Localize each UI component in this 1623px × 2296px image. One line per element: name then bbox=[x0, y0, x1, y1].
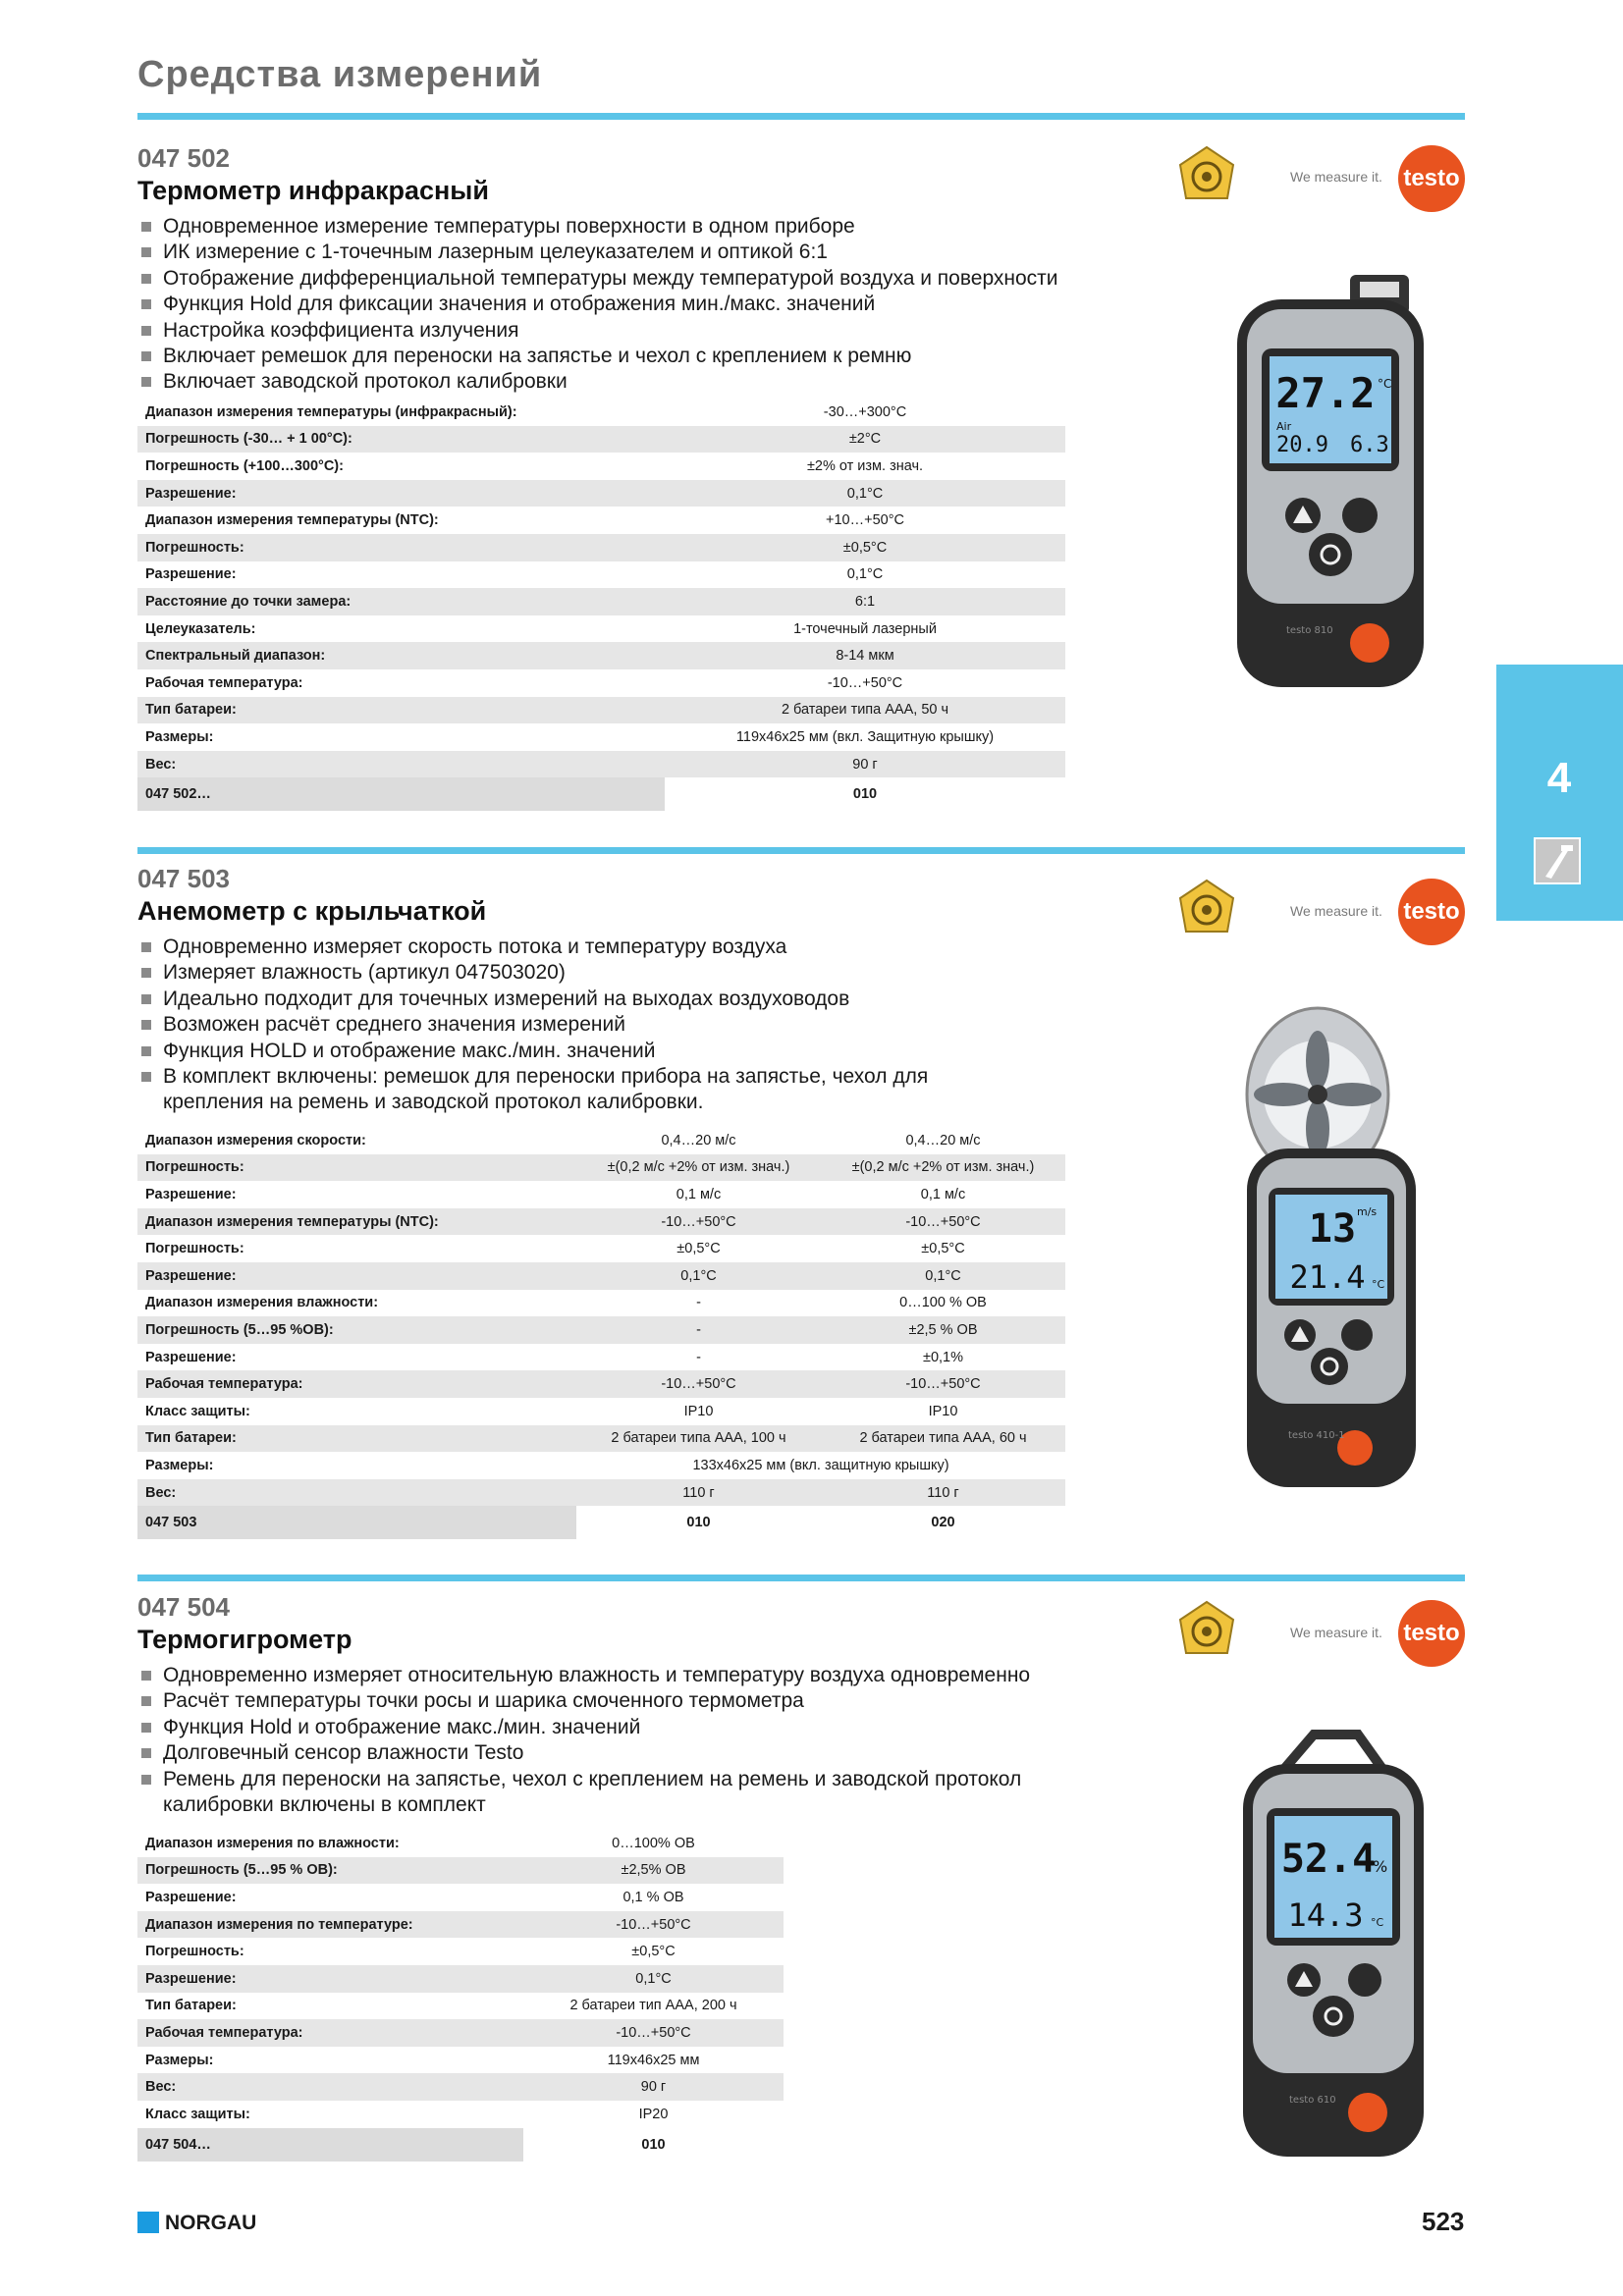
page-title: Средства измерений bbox=[137, 54, 543, 95]
spec-row: Диапазон измерения температуры (NTC): -10…+50°C -10…+50°C bbox=[137, 1208, 1065, 1236]
spec-row: Спектральный диапазон: 8-14 мкм bbox=[137, 642, 1065, 669]
product-title: Анемометр с крыльчаткой bbox=[137, 896, 487, 926]
testo-logo: testo bbox=[1398, 145, 1465, 212]
display-second-unit: °C bbox=[1372, 1278, 1385, 1291]
display-second-unit: °C bbox=[1371, 1916, 1384, 1929]
spec-row: Размеры: 119x46x25 мм (вкл. Защитную крышку) bbox=[145, 728, 995, 745]
anemometer-device-image bbox=[1239, 1001, 1421, 1497]
section-rule bbox=[137, 847, 1465, 854]
order-row: 047 502… 010 bbox=[137, 777, 1065, 811]
display-second: 14.3 bbox=[1287, 1896, 1364, 1934]
display-air-label: Air bbox=[1276, 420, 1292, 433]
feature-item: Функция Hold и отображение макс./мин. значений bbox=[139, 1715, 1053, 1740]
spec-table bbox=[137, 1830, 784, 2162]
product-code: 047 504 bbox=[137, 1592, 230, 1622]
caliper-icon bbox=[1534, 837, 1581, 884]
display-right: 6.3 bbox=[1350, 433, 1389, 457]
device-label: testo 610 bbox=[1289, 2095, 1336, 2106]
certification-seal-icon bbox=[1176, 879, 1237, 944]
thermometer-device-image bbox=[1232, 270, 1429, 697]
feature-item: Одновременно измеряет скорость потока и температуру воздуха bbox=[139, 934, 945, 960]
feature-item: Расчёт температуры точки росы и шарика смоченного термометра bbox=[139, 1688, 1053, 1714]
header-rule bbox=[137, 113, 1465, 120]
spec-row: Диапазон измерения скорости: 0,4…20 м/с 0,4…20 м/с bbox=[145, 1132, 981, 1148]
spec-row: Погрешность: ±0,5°C ±0,5°C bbox=[145, 1241, 965, 1257]
product-title: Термометр инфракрасный bbox=[137, 176, 489, 205]
feature-list bbox=[139, 934, 945, 1116]
spec-row: Разрешение: 0,1°C bbox=[137, 480, 1065, 507]
thermohygrometer-device-image bbox=[1235, 1730, 1432, 2166]
order-row: 047 503 010 020 bbox=[137, 1506, 1065, 1539]
spec-row: Диапазон измерения влажности: - 0…100 % ОВ bbox=[145, 1295, 987, 1311]
spec-row: Погрешность (5…95 %ОВ): - ±2,5 % ОВ bbox=[137, 1316, 1065, 1344]
feature-item: Настройка коэффициента излучения bbox=[139, 318, 1082, 344]
testo-logo: testo bbox=[1398, 879, 1465, 945]
spec-row: Погрешность: ±(0,2 м/с +2% от изм. знач.) ±(0,2 м/с +2% от изм. знач.) bbox=[137, 1154, 1065, 1182]
spec-row: Погрешность: ±0,5°C bbox=[137, 534, 1065, 561]
feature-item: Функция Hold для фиксации значения и отображения мин./макс. значений bbox=[139, 292, 1082, 317]
feature-item: Одновременно измеряет относительную влажность и температуру воздуха одновременно bbox=[139, 1663, 1053, 1688]
spec-row: Тип батареи: 2 батареи типа AAA, 50 ч bbox=[137, 697, 1065, 724]
feature-item: Идеально подходит для точечных измерений на выходах воздуховодов bbox=[139, 987, 945, 1012]
display-unit: m/s bbox=[1357, 1205, 1378, 1218]
display-main: 13 bbox=[1308, 1206, 1357, 1252]
feature-list bbox=[139, 214, 1082, 396]
spec-table bbox=[137, 1127, 1065, 1539]
display-second: 21.4 bbox=[1289, 1258, 1366, 1296]
spec-row: Диапазон измерения температуры (NTC): +10…+50°C bbox=[145, 512, 904, 529]
spec-table bbox=[137, 399, 1065, 811]
brand-slogan: We measure it. bbox=[1290, 1625, 1382, 1640]
spec-row: Разрешение: 0,1 м/с 0,1 м/с bbox=[145, 1186, 966, 1202]
feature-item: Включает заводской протокол калибровки bbox=[139, 369, 1082, 395]
spec-row: Погрешность (+100…300°C): ±2% от изм. знач. bbox=[145, 457, 924, 474]
product-code: 047 503 bbox=[137, 864, 230, 893]
spec-row: Разрешение: 0,1 % ОВ bbox=[145, 1889, 684, 1905]
spec-row: Вес: 110 г 110 г bbox=[137, 1479, 1065, 1507]
feature-item: Включает ремешок для переноски на запястье и чехол с креплением к ремню bbox=[139, 344, 1082, 369]
spec-row: Размеры: 133x46x25 мм (вкл. защитную крышку) bbox=[145, 1457, 949, 1473]
device-label: testo 410-1 bbox=[1288, 1430, 1345, 1441]
product-title: Термогигрометр bbox=[137, 1625, 352, 1654]
spec-row: Погрешность (5…95 % ОВ): ±2,5% ОВ bbox=[137, 1857, 784, 1885]
spec-row: Класс защиты: IP20 bbox=[145, 2106, 669, 2122]
spec-row: Тип батареи: 2 батареи типа AAA, 100 ч 2 батареи типа AAA, 60 ч bbox=[137, 1425, 1065, 1453]
spec-row: Диапазон измерения температуры (инфракрасный): -30…+300°C bbox=[145, 403, 907, 420]
spec-row: Диапазон измерения по влажности: 0…100% ОВ bbox=[145, 1835, 695, 1851]
brand-square-icon bbox=[137, 2212, 159, 2233]
spec-row: Погрешность: ±0,5°C bbox=[145, 1944, 676, 1960]
device-label: testo 810 bbox=[1286, 625, 1333, 636]
feature-item: Долговечный сенсор влажности Testo bbox=[139, 1740, 1053, 1766]
display-main: 27.2 bbox=[1275, 369, 1376, 417]
spec-row: Рабочая температура: -10…+50°C -10…+50°C bbox=[137, 1370, 1065, 1398]
feature-item: Измеряет влажность (артикул 047503020) bbox=[139, 960, 945, 986]
spec-row: Разрешение: 0,1°C bbox=[145, 566, 884, 583]
chapter-number: 4 bbox=[1546, 754, 1572, 802]
spec-row: Класс защиты: IP10 IP10 bbox=[145, 1403, 958, 1419]
order-row: 047 504… 010 bbox=[137, 2128, 784, 2162]
feature-list bbox=[139, 1663, 1053, 1818]
spec-row: Вес: 90 г bbox=[137, 2073, 784, 2101]
spec-row: Погрешность (-30… + 1 00°C): ±2°C bbox=[137, 426, 1065, 454]
section-rule bbox=[137, 1575, 1465, 1581]
spec-row: Размеры: 119x46x25 мм bbox=[145, 2052, 700, 2068]
feature-item: Отображение дифференциальной температуры между температурой воздуха и поверхности bbox=[139, 266, 1082, 292]
certification-seal-icon bbox=[1176, 145, 1237, 211]
testo-logo: testo bbox=[1398, 1600, 1465, 1667]
brand-slogan: We measure it. bbox=[1290, 903, 1382, 919]
feature-item: В комплект включены: ремешок для переноски прибора на запястье, чехол для крепления на ремень и заводской протокол калибровки. bbox=[139, 1064, 945, 1116]
spec-row: Диапазон измерения по температуре: -10…+50°C bbox=[137, 1911, 784, 1939]
product-code: 047 502 bbox=[137, 143, 230, 173]
spec-row: Разрешение: - ±0,1% bbox=[145, 1349, 963, 1365]
certification-seal-icon bbox=[1176, 1600, 1237, 1666]
feature-item: ИК измерение с 1-точечным лазерным целеуказателем и оптикой 6:1 bbox=[139, 240, 1082, 265]
brand-slogan: We measure it. bbox=[1290, 169, 1382, 185]
spec-row: Разрешение: 0,1°C 0,1°C bbox=[137, 1262, 1065, 1290]
spec-row: Тип батареи: 2 батареи тип AAA, 200 ч bbox=[145, 1998, 737, 2014]
page-number: 523 bbox=[1422, 2207, 1465, 2236]
spec-row: Целеуказатель: 1-точечный лазерный bbox=[145, 620, 937, 637]
feature-item: Возможен расчёт среднего значения измерений bbox=[139, 1012, 945, 1038]
display-unit: % bbox=[1373, 1857, 1388, 1876]
spec-row: Вес: 90 г bbox=[137, 751, 1065, 778]
feature-item: Ремень для переноски на запястье, чехол с креплением на ремень и заводской протокол калибровки включены в комплект bbox=[139, 1767, 1053, 1819]
footer-brand: NORGAU bbox=[165, 2212, 257, 2234]
spec-row: Разрешение: 0,1°C bbox=[137, 1965, 784, 1993]
display-left: 20.9 bbox=[1276, 433, 1328, 457]
display-main: 52.4 bbox=[1280, 1837, 1377, 1882]
feature-item: Одновременное измерение температуры поверхности в одном приборе bbox=[139, 214, 1082, 240]
spec-row: Рабочая температура: -10…+50°C bbox=[145, 674, 903, 691]
display-unit: °C bbox=[1378, 377, 1392, 391]
spec-row: Рабочая температура: -10…+50°C bbox=[137, 2019, 784, 2047]
spec-row: Расстояние до точки замера: 6:1 bbox=[137, 588, 1065, 615]
feature-item: Функция HOLD и отображение макс./мин. значений bbox=[139, 1039, 945, 1064]
